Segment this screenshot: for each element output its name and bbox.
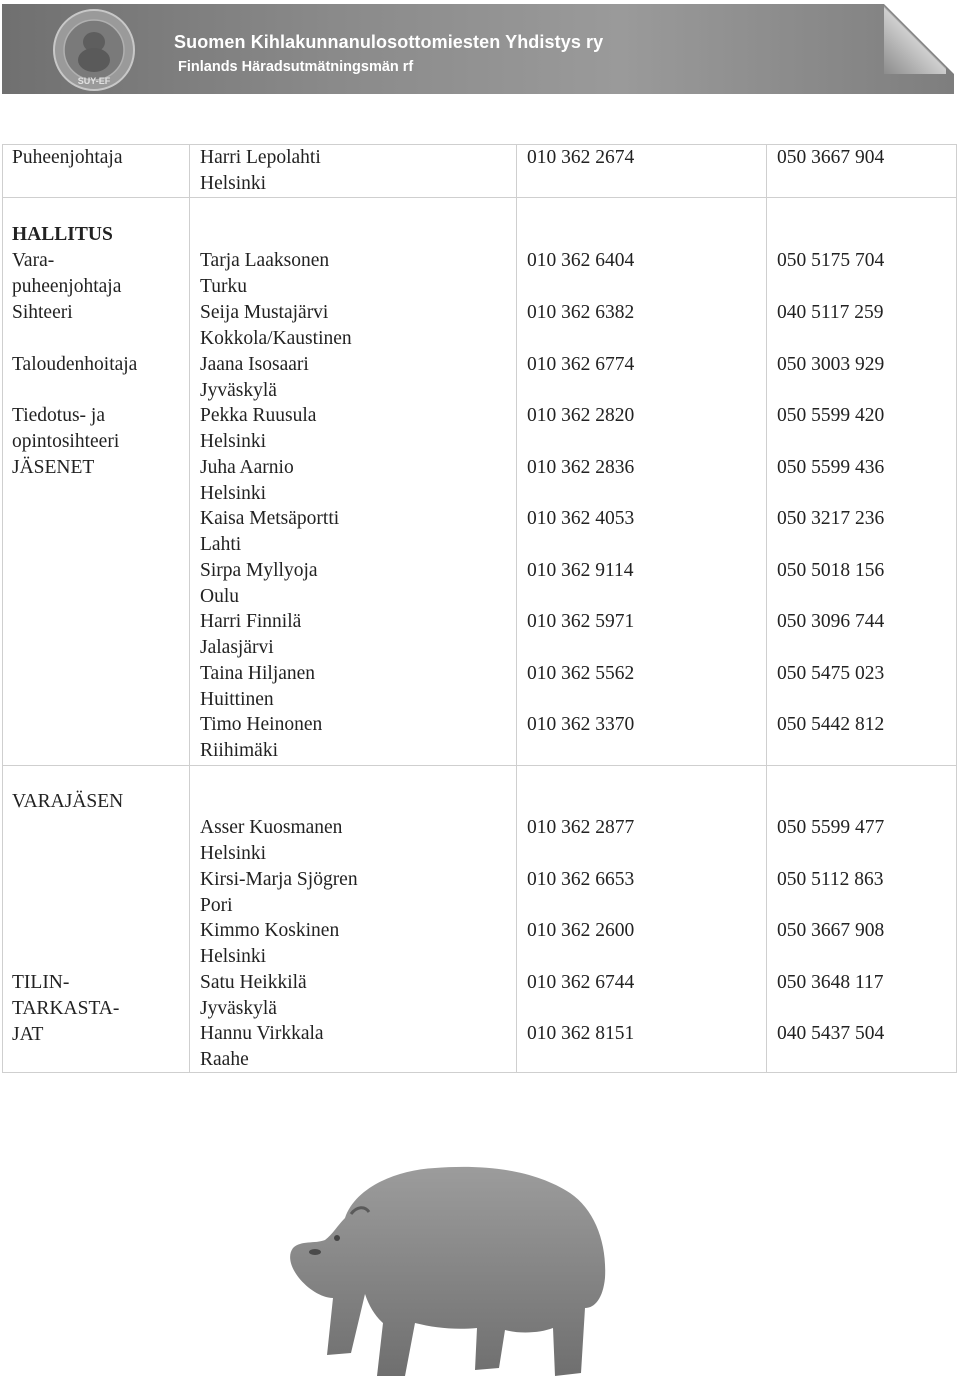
phone-mobile: 050 5112 863 xyxy=(777,869,884,890)
member-name: Kirsi-Marja Sjögren xyxy=(200,869,358,890)
member-city: Lahti xyxy=(200,534,242,555)
organization-name-swedish: Finlands Häradsutmätningsmän rf xyxy=(178,59,414,75)
header-banner xyxy=(2,4,954,94)
phone-mobile: 050 3003 929 xyxy=(777,354,885,375)
phone-office: 010 362 8151 xyxy=(527,1023,635,1044)
member-name: Satu Heikkilä xyxy=(200,972,307,993)
phone-mobile: 050 5442 812 xyxy=(777,714,885,735)
member-city: Jyväskylä xyxy=(200,998,277,1019)
member-name: Juha Aarnio xyxy=(200,457,294,478)
member-city: Oulu xyxy=(200,586,239,607)
section-tilintarkastajat: TILIN- TARKASTA- JAT xyxy=(12,972,120,1045)
member-city: Helsinki xyxy=(200,843,267,864)
phone-mobile: 050 5018 156 xyxy=(777,560,885,581)
member-name: Pekka Ruusula xyxy=(200,405,317,426)
association-emblem xyxy=(52,8,136,92)
phone-office: 010 362 6404 xyxy=(527,250,635,271)
phone-office: 010 362 3370 xyxy=(527,714,635,735)
role-label: Vara- puheenjohtaja xyxy=(12,250,122,297)
phone-mobile: 050 3667 908 xyxy=(777,920,885,941)
member-name: Harri Finnilä xyxy=(200,611,302,632)
member-name: Timo Heinonen xyxy=(200,714,323,735)
member-name: Asser Kuosmanen xyxy=(200,817,343,838)
phone-mobile: 050 3648 117 xyxy=(777,972,884,993)
member-city: Jalasjärvi xyxy=(200,637,274,658)
phone-mobile: 050 5175 704 xyxy=(777,250,885,271)
organization-name: Suomen Kihlakunnanulosottomiesten Yhdistys ry xyxy=(174,32,604,52)
member-city: Helsinki xyxy=(200,431,267,452)
phone-office: 010 362 6653 xyxy=(527,869,635,890)
member-name: Seija Mustajärvi xyxy=(200,302,329,323)
member-city: Helsinki xyxy=(200,483,267,504)
member-city: Pori xyxy=(200,895,233,916)
phone-office: 010 362 9114 xyxy=(527,560,634,581)
role-label: Puheenjohtaja xyxy=(12,147,123,168)
member-city: Turku xyxy=(200,276,247,297)
emblem-text: SUY-EF xyxy=(77,76,111,86)
member-name: Kaisa Metsäportti xyxy=(200,508,340,529)
member-name: Harri Lepolahti xyxy=(200,147,321,168)
phone-mobile: 050 3217 236 xyxy=(777,508,885,529)
section-varajasen: VARAJÄSEN xyxy=(12,791,124,812)
phone-office: 010 362 6382 xyxy=(527,302,635,323)
phone-office: 010 362 2877 xyxy=(527,817,635,838)
phone-mobile: 040 5437 504 xyxy=(777,1023,885,1044)
role-label: Tiedotus- ja opintosihteeri xyxy=(12,405,120,452)
phone-office: 010 362 2674 xyxy=(527,147,635,168)
phone-mobile: 050 5599 477 xyxy=(777,817,885,838)
phone-office: 010 362 4053 xyxy=(527,508,635,529)
phone-mobile: 050 5599 436 xyxy=(777,457,885,478)
bear-sculpture-image xyxy=(285,1148,615,1389)
member-name: Sirpa Myllyoja xyxy=(200,560,318,581)
member-city: Helsinki xyxy=(200,946,267,967)
phone-office: 010 362 5562 xyxy=(527,663,635,684)
member-name: Kimmo Koskinen xyxy=(200,920,340,941)
phone-mobile: 050 3667 904 xyxy=(777,147,885,168)
member-city: Raahe xyxy=(200,1049,249,1070)
phone-mobile: 050 5475 023 xyxy=(777,663,885,684)
phone-office: 010 362 2820 xyxy=(527,405,635,426)
member-name: Jaana Isosaari xyxy=(200,354,309,375)
section-hallitus: HALLITUS xyxy=(12,224,113,245)
role-label: JÄSENET xyxy=(12,457,95,478)
phone-office: 010 362 2600 xyxy=(527,920,635,941)
member-name: Hannu Virkkala xyxy=(200,1023,324,1044)
member-city: Huittinen xyxy=(200,689,274,710)
phone-mobile: 050 3096 744 xyxy=(777,611,885,632)
phone-office: 010 362 5971 xyxy=(527,611,635,632)
phone-mobile: 040 5117 259 xyxy=(777,302,884,323)
phone-office: 010 362 6774 xyxy=(527,354,635,375)
phone-office: 010 362 6744 xyxy=(527,972,635,993)
member-city: Helsinki xyxy=(200,173,267,194)
member-name: Tarja Laaksonen xyxy=(200,250,330,271)
member-city: Jyväskylä xyxy=(200,380,277,401)
role-label: Sihteeri xyxy=(12,302,73,323)
member-name: Taina Hiljanen xyxy=(200,663,316,684)
phone-mobile: 050 5599 420 xyxy=(777,405,885,426)
phone-office: 010 362 2836 xyxy=(527,457,635,478)
member-city: Kokkola/Kaustinen xyxy=(200,328,352,349)
member-city: Riihimäki xyxy=(200,740,278,761)
role-label: Taloudenhoitaja xyxy=(12,354,138,375)
